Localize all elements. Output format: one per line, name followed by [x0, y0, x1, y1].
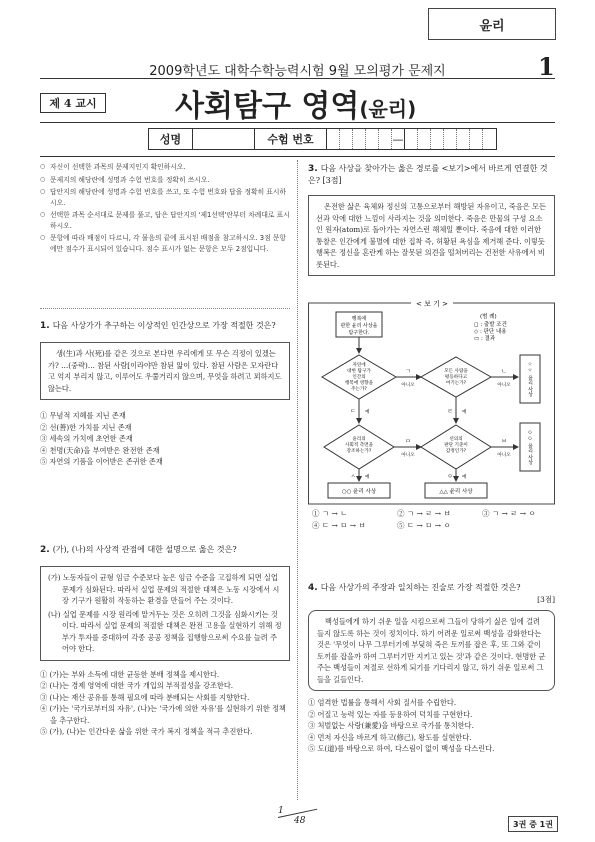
name-field[interactable] [193, 129, 255, 149]
header-rule [40, 78, 555, 79]
question-2 [40, 544, 290, 738]
path-label: ㄱ [405, 369, 411, 375]
svg-text:자연에: 자연에 [352, 363, 366, 368]
options [308, 697, 555, 755]
exam-no-cell[interactable] [405, 129, 418, 149]
option[interactable]: ⑤ (가), (나)는 인간다운 삶을 위한 국가 복지 정책을 적극 추진한다. [40, 727, 253, 736]
option[interactable]: ③ ㄱ → ㄹ → ㅇ [482, 509, 536, 518]
notice-item: ○ 선택한 과목 순서대로 문제를 풀고, 답은 답안지의 '제1선택'란부터 차례대로 표시하시오. [40, 210, 290, 231]
passage-box: 생(生)과 사(死)를 같은 것으로 본다면 우리에게 또 무슨 걱정이 있겠는가? …(중략)… 참된 사람[이라야만 참된 앎이 있다. 참된 사람은 모자란다고 억지 부리지 않고, 이루어도 우쭐거리지 않으며, 무엇을 하려고 꾀하지도 않는다. [40, 342, 290, 400]
option[interactable]: ④ ㄷ → ㅁ → ㅂ [312, 521, 366, 530]
passage-box: 백성들에게 하기 쉬운 일을 시킴으로써 그들이 당하기 싫은 일에 걸려들지 않도록 하는 것이 정치이다. 하기 어려운 일로써 백성을 감화한다는 것은 '무엇이 나무 그루터기에 부딪혀 죽은 토끼를 잡은 후, 또 그와 같이 토끼를 잡을까 하여 그루터기만 지키고 있는 것'과 같은 것이다. 현명한 군주는 백성들이 저절로 선하게 되기를 기다리지 않고, 하기 쉬운 일로써 그들을 길들인다. [308, 610, 555, 691]
exam-no-cell[interactable] [327, 129, 340, 149]
bogi-label: < 보 기 > [416, 300, 448, 308]
option[interactable]: ④ (가)는 '국가로부터의 자유', (나)는 '국가에 의한 자유'를 실현하기 위한 정책을 추구한다. [40, 704, 286, 725]
points-label: [3점] [537, 595, 555, 604]
exam-no-cell[interactable] [444, 129, 457, 149]
option[interactable]: ① 무념적 지혜를 지닌 존재 [40, 411, 126, 420]
volume-badge [508, 816, 558, 832]
legend-title: (범 례) [480, 314, 497, 320]
column-divider [297, 160, 298, 800]
passage-box [40, 566, 290, 661]
question-number: 3. [308, 164, 318, 174]
path-label: ㅁ [405, 439, 411, 445]
svg-text:☆☆ 윤리 사상: ☆☆ 윤리 사상 [527, 361, 533, 397]
notice-item: ○ 문항에 따라 배점이 다르니, 각 물음의 끝에 표시된 배점을 참고하시오. 3점 문항에만 점수가 표시되어 있습니다. 점수 표시가 없는 문항은 모두 2점입니다. [40, 233, 290, 254]
question-3-options [312, 508, 555, 532]
option[interactable]: ③ (나)는 재산 공유를 통해 필요에 따라 분배되는 사회를 지향한다. [40, 692, 250, 702]
exam-no-dash: — [392, 129, 405, 149]
svg-text:아니오: 아니오 [497, 383, 511, 388]
exam-no-cell[interactable] [379, 129, 392, 149]
subject-tag-label: 윤리 [479, 18, 505, 34]
option[interactable]: ⑤ ㄷ → ㅁ → ㅇ [397, 521, 451, 530]
page-number: 1 [538, 52, 555, 81]
path-label: ㅇ [447, 474, 453, 480]
title-rule [40, 122, 555, 123]
id-row [148, 128, 497, 150]
exam-no-cell[interactable] [366, 129, 379, 149]
svg-text:평등하다고: 평등하다고 [444, 375, 468, 380]
option[interactable]: ⑤ 도(道)를 바탕으로 하여, 다스림이 없이 백성을 다스린다. [308, 744, 495, 753]
svg-text:△△ 윤리 사상: △△ 윤리 사상 [439, 489, 473, 495]
page-title [175, 81, 416, 125]
svg-text:아니오: 아니오 [401, 453, 415, 458]
notice-list [40, 162, 290, 256]
options [40, 410, 290, 468]
svg-text:대한 탐구가: 대한 탐구가 [347, 369, 371, 374]
subject-tag [428, 8, 556, 40]
svg-text:선의의: 선의의 [449, 437, 463, 442]
svg-text:인간의: 인간의 [352, 375, 366, 380]
path-label: ㅅ [350, 474, 356, 480]
path-label: ㄴ [501, 369, 507, 375]
passage-box: 온전한 삶은 육체와 정신의 고통으로부터 해방된 자유이고, 죽음은 모든 선과 악에 대한 느낌이 사라지는 것을 의미한다. 죽음은 만물의 구성 요소인 원자(atom)로 돌아가는 자연스런 해체일 뿐이다. 죽음에 대한 이러한 통찰은 인간에게 불멸에 대한 집착 즉, 허황된 욕심을 제거해 준다. 이렇듯 행복은 정신을 혼란케 하는 잘못된 의견을 떨쳐버리는 건전한 사유에서 비롯된다. [308, 195, 555, 276]
path-label: ㄹ [447, 409, 453, 415]
exam-no-cell[interactable] [418, 129, 431, 149]
option[interactable]: ① 엄격한 법률을 통해서 사회 질서를 수립한다. [308, 698, 457, 707]
svg-text:예: 예 [462, 475, 467, 480]
option[interactable]: ③ 처벌없는 사랑(兼愛)을 바탕으로 국가를 통치한다. [308, 721, 474, 730]
option[interactable]: ① ㄱ → ㄴ [312, 509, 348, 518]
question-text: (가), (나)의 사상적 관점에 대한 설명으로 옳은 것은? [52, 545, 237, 554]
exam-no-label: 수험 번호 [255, 129, 327, 149]
question-stem [40, 320, 290, 332]
exam-title: 2009학년도 대학수학능력시험 9월 모의평가 문제지 [149, 64, 446, 79]
option[interactable]: ② 선(善)한 가치를 지닌 존재 [40, 422, 132, 432]
svg-text:예: 예 [462, 410, 467, 415]
notice-item: ○ 자신이 선택한 과목의 문제지인지 확인하시오. [40, 162, 290, 173]
volume-label: 3권 중 1권 [513, 819, 553, 829]
options [40, 669, 290, 738]
bogi-frame [309, 303, 555, 504]
passage-na: (나) 실업 문제를 시장 원리에 맡겨두는 것은 오히려 그것을 심화시키는 것이다. 따라서 실업 문제의 적절한 대책은 완전 고용을 실현하기 위해 정부가 투자를 증대하여 각종 공공 정책을 집행함으로써 수요를 늘려 주어야 한다. [48, 609, 282, 653]
question-number: 4. [308, 583, 318, 593]
exam-no-cell[interactable] [483, 129, 496, 149]
svg-text:사회적 측면을: 사회적 측면을 [344, 443, 374, 448]
svg-text:주는가?: 주는가? [351, 387, 367, 392]
title-main: 사회탐구 영역 [175, 89, 360, 124]
passage-ga: (가) 노동자들이 균형 임금 수준보다 높은 임금 수준을 고집하게 되면 실업 문제가 심화된다. 따라서 실업 문제의 적절한 대책은 노동 시장에서 시장 기구가 원활히 작동하는 환경을 만들어 주는 것이다. [48, 573, 280, 605]
period-badge [40, 93, 106, 113]
option[interactable]: ④ 천명(天命)을 부여받은 완전한 존재 [40, 445, 160, 455]
option[interactable]: ③ 세속의 가치에 초연한 존재 [40, 434, 133, 443]
footer-page-current: 1 [278, 806, 284, 816]
path-label: ㅂ [501, 439, 507, 445]
option[interactable]: ① (가)는 부와 소득에 대한 균등한 분배 정책을 제시한다. [40, 669, 220, 679]
svg-text:감정인가?: 감정인가? [445, 449, 467, 454]
svg-text:강조하는가?: 강조하는가? [346, 449, 372, 454]
legend-item: ◇ : 판단 내용 [474, 329, 507, 335]
notice-item: ○ 답안지의 해당란에 성명과 수험 번호를 쓰고, 또 수험 번호와 답을 정확히 표시하시오. [40, 187, 290, 208]
name-label: 성명 [149, 129, 193, 149]
question-text: 다음 사상을 찾아가는 옳은 경로를 <보기>에서 바르게 연결한 것은? [3점] [308, 164, 548, 185]
title-sub: (윤리) [359, 97, 417, 121]
exam-no-cell[interactable] [470, 129, 483, 149]
svg-text:예: 예 [365, 475, 370, 480]
svg-text:윤리의: 윤리의 [352, 437, 366, 442]
path-label: ㄷ [350, 409, 356, 415]
start-text: 탐구한다. [348, 330, 370, 336]
option[interactable]: ④ 먼저 자신을 바르게 하고(修己), 왕도를 실현한다. [308, 732, 472, 742]
footer-page-total: 48 [294, 816, 306, 826]
id-rule [40, 156, 555, 157]
svg-text:아니오: 아니오 [401, 383, 415, 388]
svg-text:아니오: 아니오 [497, 453, 511, 458]
question-number: 1. [40, 321, 50, 331]
exam-no-cell[interactable] [457, 129, 470, 149]
exam-no-cell[interactable] [353, 129, 366, 149]
exam-no-cell[interactable] [431, 129, 444, 149]
question-number: 2. [40, 545, 50, 555]
question-stem [308, 163, 555, 187]
start-text: 관한 윤리 사상을 [340, 323, 378, 329]
svg-text:○○ 윤리 사상: ○○ 윤리 사상 [341, 489, 377, 495]
question-stem [308, 582, 555, 594]
question-4 [308, 582, 555, 755]
flowchart [308, 297, 555, 505]
exam-no-cell[interactable] [340, 129, 353, 149]
svg-text:◇◇ 윤리 사상: ◇◇ 윤리 사상 [527, 429, 533, 465]
question-text: 다음 사상가가 추구하는 이상적인 인간상으로 가장 적절한 것은? [52, 321, 276, 330]
svg-text:행복에 영향을: 행복에 영향을 [344, 381, 374, 386]
question-3 [308, 163, 555, 276]
option[interactable]: ② 어질고 능력 있는 자를 등용하여 덕치를 구현한다. [308, 709, 473, 719]
svg-text:판단 기준이: 판단 기준이 [444, 443, 468, 448]
question-text: 다음 사상가의 주장과 일치하는 진술로 가장 적절한 것은? [320, 583, 521, 592]
legend-item: ◻ : 출발 조건 [474, 322, 507, 328]
option[interactable]: ② ㄱ → ㄹ → ㅂ [397, 509, 451, 518]
question-stem [40, 544, 290, 556]
notice-item: ○ 문제지의 해당란에 성명과 수험 번호를 정확히 쓰시오. [40, 175, 290, 186]
option[interactable]: ⑤ 자연의 기품을 이어받은 존귀한 존재 [40, 457, 163, 466]
question-1 [40, 320, 290, 468]
start-text: 행복에 [351, 316, 367, 322]
svg-text:모든 사람을: 모든 사람을 [444, 369, 468, 374]
legend-item: ▭ : 결과 [474, 336, 496, 342]
notice-rule [40, 308, 290, 309]
svg-text:여기는가?: 여기는가? [445, 381, 467, 386]
period-label: 제 4 교시 [49, 97, 97, 110]
option[interactable]: ② (나)는 경제 영역에 대한 국가 개입의 부적절성을 강조한다. [40, 681, 234, 690]
svg-text:예: 예 [365, 410, 370, 415]
